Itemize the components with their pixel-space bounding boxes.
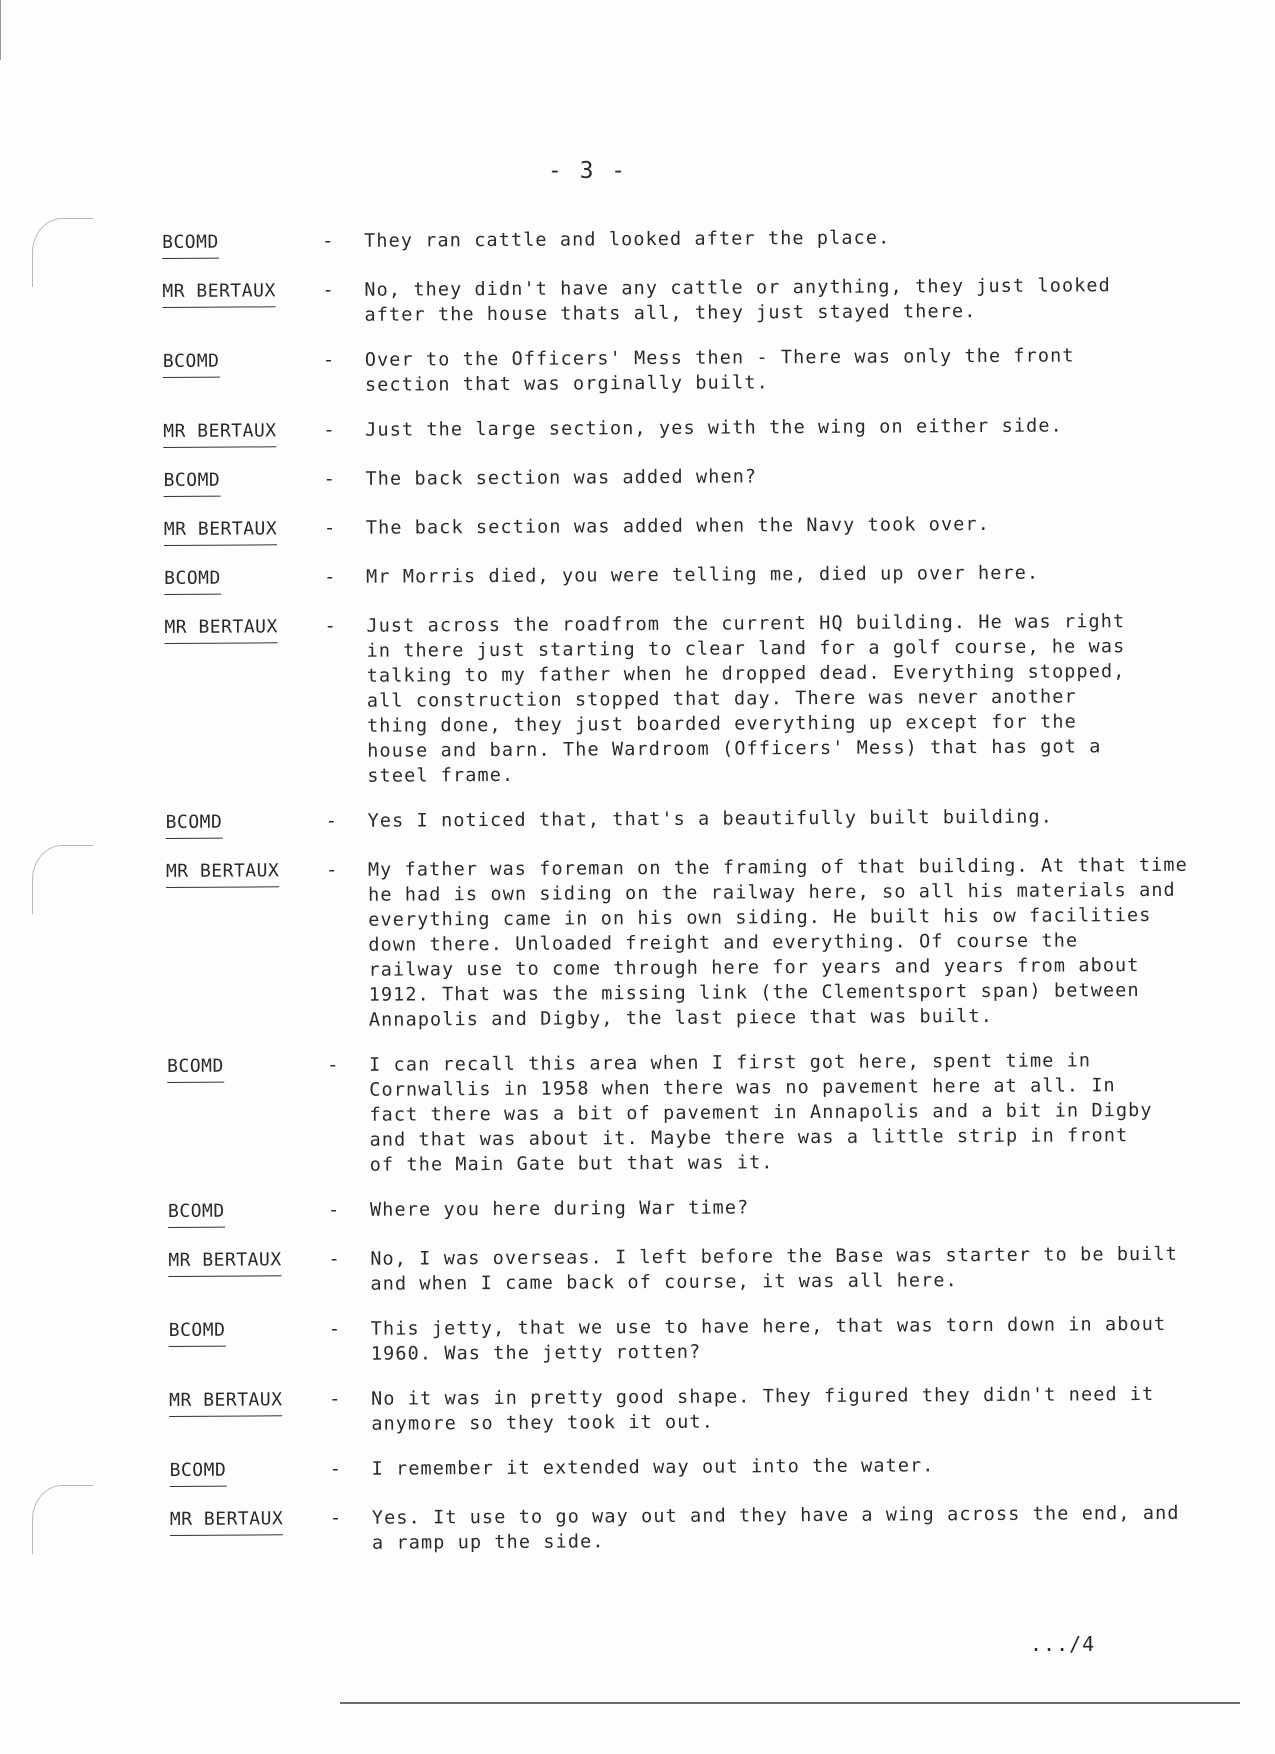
speaker-dash: -	[329, 1457, 342, 1480]
utterance-text: Yes. It use to go way out and they have a wing across the end, and a ramp up the side.	[371, 1502, 1180, 1554]
utterance-text: No, they didn't have any cattle or anything, they just looked after the house thats all, they just stayed there.	[364, 275, 1111, 326]
speaker-name: MR BERTAUX	[163, 418, 277, 448]
speaker-dash: -	[328, 1317, 341, 1341]
speaker-label	[163, 348, 323, 378]
speaker-dash: -	[324, 614, 336, 638]
transcript-entry	[166, 804, 1226, 839]
speaker-label	[169, 1387, 329, 1417]
speaker-name: MR BERTAUX	[168, 1247, 282, 1277]
speaker-label	[170, 1506, 330, 1536]
utterance-text: The back section was added when the Navy took over.	[365, 513, 991, 539]
utterance-text: My father was foreman on the framing of that building. At that time he had is own siding on the railway here, so all his materials and everything came in on his own siding. He built his ow facilities down there. Unloaded freight and everything. Of course the railway use to come through here for years and years from about 1912. That was the missing link (the Clementsport span) between Annapolis and Digby, the last piece that was built.	[367, 854, 1188, 1031]
utterance-text: Just across the roadfrom the current HQ building. He was right in there just starting to clear land for a golf course, he was talking to my father when he dropped dead. Everything stopped, all construction stopped that day. There was never another thing done, they just boarded everything up except for the house and barn. The Wardroom (Officers' Mess) that has got a steel frame.	[366, 611, 1126, 787]
speaker-label	[170, 1457, 330, 1487]
transcript-entry	[167, 1048, 1228, 1179]
speaker-dash: -	[322, 229, 334, 253]
transcript-entry	[163, 343, 1223, 399]
speaker-dash: -	[322, 278, 334, 302]
page-number: - 3 -	[547, 158, 628, 184]
punch-hole-bottom	[32, 1485, 93, 1554]
speaker-name: BCOMD	[166, 810, 223, 839]
speaker-name: MR BERTAUX	[164, 614, 278, 644]
utterance-text: I remember it extended way out into the water.	[371, 1455, 935, 1480]
paper-edge-mark	[0, 0, 1, 60]
speaker-name: BCOMD	[164, 566, 221, 595]
punch-hole-top	[32, 218, 93, 287]
speaker-label	[162, 229, 322, 259]
speaker-name: BCOMD	[169, 1318, 226, 1347]
utterance-text: Just the large section, yes with the wing on either side.	[365, 415, 1063, 441]
transcript-entry	[169, 1382, 1229, 1438]
speaker-label	[168, 1198, 328, 1228]
transcript-entry	[164, 511, 1224, 546]
transcript-entry	[166, 853, 1227, 1034]
speaker-label	[162, 278, 322, 308]
speaker-label	[163, 467, 323, 497]
speaker-label	[168, 1247, 328, 1277]
transcript-entry	[169, 1312, 1229, 1368]
speaker-name: BCOMD	[168, 1199, 225, 1228]
speaker-label	[169, 1317, 329, 1347]
transcript-entry	[164, 560, 1224, 595]
transcript-entry	[164, 609, 1225, 790]
speaker-dash: -	[325, 809, 338, 833]
speaker-name: BCOMD	[170, 1458, 227, 1487]
speaker-dash: -	[328, 1247, 340, 1271]
interview-transcript	[162, 224, 1230, 1577]
utterance-text: The back section was added when?	[365, 466, 758, 490]
speaker-label	[164, 516, 324, 546]
punch-hole-middle	[32, 845, 93, 914]
transcript-entry	[170, 1452, 1230, 1487]
utterance-text: Yes I noticed that, that's a beautifully built building.	[367, 806, 1053, 832]
bottom-rule	[340, 1702, 1240, 1704]
speaker-name: BCOMD	[163, 468, 220, 497]
transcript-entry	[163, 462, 1223, 497]
utterance-text: I can recall this area when I first got here, spent time in Cornwallis in 1958 when there was no pavement here at all. In fact there was a bit of pavement in Annapolis and a bit in Digby and that was about it. Maybe there was a little strip in front of the Main Gate but that was it.	[369, 1050, 1153, 1176]
speaker-dash: -	[325, 858, 338, 882]
speaker-dash: -	[327, 1053, 339, 1077]
speaker-dash: -	[324, 565, 336, 589]
speaker-label	[163, 418, 323, 448]
speaker-label	[164, 565, 324, 595]
speaker-name: MR BERTAUX	[164, 516, 278, 546]
transcript-entry	[163, 413, 1223, 448]
speaker-dash: -	[329, 1506, 342, 1529]
speaker-dash: -	[323, 467, 336, 491]
transcript-entry	[162, 224, 1222, 259]
utterance-text: Where you here during War time?	[369, 1197, 750, 1221]
utterance-text: Over to the Officers' Mess then - There was only the front section that was orginally built.	[364, 345, 1075, 396]
transcript-entry	[168, 1242, 1228, 1298]
utterance-text: No, I was overseas. I left before the Base was starter to be built and when I came back of course, it was all here.	[370, 1243, 1179, 1295]
speaker-label	[166, 858, 326, 888]
speaker-name: BCOMD	[163, 349, 220, 378]
transcript-entry	[168, 1193, 1228, 1228]
speaker-label	[166, 809, 326, 839]
utterance-text: Mr Morris died, you were telling me, died up over here.	[366, 562, 1040, 588]
speaker-dash: -	[323, 516, 336, 540]
speaker-name: MR BERTAUX	[166, 858, 280, 888]
transcript-entry	[162, 273, 1222, 329]
speaker-name: MR BERTAUX	[162, 278, 276, 308]
utterance-text: No it was in pretty good shape. They figured they didn't need it anymore so they took it out.	[371, 1383, 1155, 1435]
utterance-text: They ran cattle and looked after the place.	[364, 227, 891, 252]
speaker-label	[164, 614, 324, 644]
transcript-entry	[170, 1501, 1230, 1557]
speaker-dash: -	[329, 1387, 341, 1411]
speaker-dash: -	[322, 348, 335, 372]
speaker-label	[167, 1053, 327, 1083]
speaker-name: MR BERTAUX	[169, 1387, 283, 1417]
speaker-name: BCOMD	[167, 1054, 224, 1083]
speaker-name: BCOMD	[162, 230, 219, 259]
utterance-text: This jetty, that we use to have here, that was torn down in about 1960. Was the jetty rotten?	[370, 1313, 1167, 1365]
speaker-dash: -	[327, 1198, 340, 1222]
continuation-marker: .../4	[1030, 1632, 1096, 1656]
speaker-dash: -	[323, 418, 335, 442]
speaker-name: MR BERTAUX	[170, 1506, 284, 1536]
